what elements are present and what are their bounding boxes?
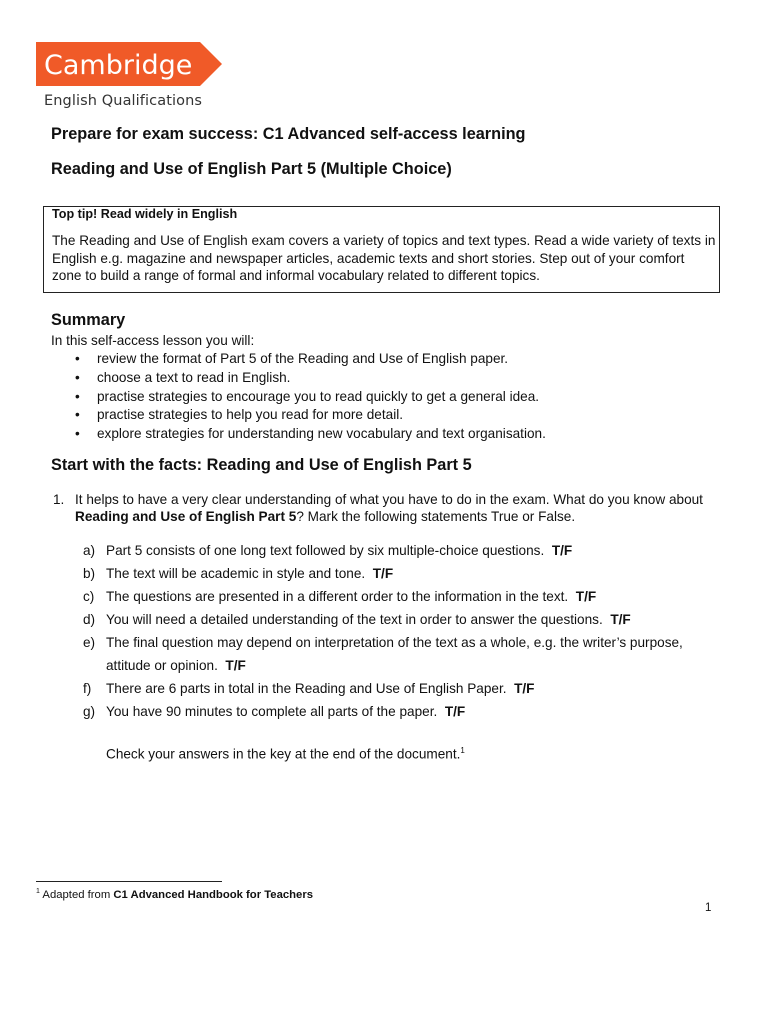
cambridge-logo (36, 42, 222, 109)
statement-item (83, 562, 723, 585)
part-title: Reading and Use of English Part 5 (Multiple Choice) (51, 160, 452, 178)
list-item: • practise strategies to help you read for more detail. (75, 406, 546, 425)
question-text-end: ? Mark the following statements True or False. (296, 508, 576, 524)
list-item: • explore strategies for understanding new vocabulary and text organisation. (75, 425, 546, 444)
statement-text: The questions are presented in a different order to the information in the text. (106, 589, 569, 604)
logo-brand-text: Cambridge (44, 50, 193, 81)
true-false-marker[interactable]: T/F (372, 566, 394, 581)
statement-item (83, 631, 723, 677)
statement-item (83, 608, 723, 631)
page-title: Prepare for exam success: C1 Advanced self-access learning (51, 125, 526, 143)
tip-heading: Top tip! Read widely in English (52, 207, 238, 221)
summary-list (75, 350, 546, 444)
list-item: • choose a text to read in English. (75, 369, 546, 388)
statement-text: The text will be academic in style and tone. (106, 566, 366, 581)
true-false-marker[interactable]: T/F (444, 704, 466, 719)
statement-label: e) (83, 635, 96, 650)
facts-heading: Start with the facts: Reading and Use of English Part 5 (51, 456, 472, 474)
list-item: • review the format of Part 5 of the Reading and Use of English paper. (75, 350, 546, 369)
statement-label: b) (83, 566, 96, 581)
tip-body: The Reading and Use of English exam covers a variety of topics and text types. Read a wide variety of texts in English e.g. magazine and newspaper articles, academic texts and short stories. Step out of your comfort zone to build a range of formal and informal vocabulary related to different topics. (52, 233, 716, 284)
true-false-marker[interactable]: T/F (610, 612, 631, 627)
question-text (75, 492, 715, 525)
footnote-divider (36, 881, 222, 882)
top-tip-box (43, 206, 720, 293)
footnote-source: C1 Advanced Handbook for Teachers (113, 888, 314, 901)
statement-text: You will need a detailed understanding of the text in order to answer the questions. (106, 612, 603, 627)
statement-text: The final question may depend on interpretation of the text as a whole, e.g. the writer’s purpose, attitude or opinion. (106, 635, 683, 673)
true-false-marker[interactable]: T/F (551, 543, 573, 558)
true-false-marker[interactable]: T/F (575, 589, 597, 604)
page-number: 1 (705, 902, 712, 914)
statement-label: a) (83, 543, 96, 558)
summary-heading: Summary (51, 311, 126, 329)
true-false-marker[interactable]: T/F (514, 681, 535, 696)
footnote (36, 888, 313, 901)
check-answers-text: Check your answers in the key at the end of the document. (106, 746, 461, 762)
statement-text: You have 90 minutes to complete all parts of the paper. (106, 704, 438, 719)
statement-label: d) (83, 612, 96, 627)
statement-label: f) (83, 681, 92, 696)
statement-item (83, 700, 723, 723)
statement-item (83, 539, 723, 562)
footnote-text: Adapted from (39, 888, 114, 901)
statement-list (83, 539, 723, 723)
statement-item (83, 677, 723, 700)
statement-text: There are 6 parts in total in the Reading and Use of English Paper. (106, 681, 507, 696)
check-answers-note (106, 746, 465, 762)
true-false-marker[interactable]: T/F (225, 658, 246, 673)
question-text-bold: Reading and Use of English Part 5 (75, 508, 297, 524)
footnote-marker: 1 (36, 888, 40, 895)
statement-label: g) (83, 704, 96, 719)
logo-banner (36, 42, 222, 86)
question-number: 1. (53, 492, 65, 507)
statement-text: Part 5 consists of one long text followed by six multiple-choice questions. (106, 543, 545, 558)
statement-item (83, 585, 723, 608)
question-text-start: It helps to have a very clear understanding of what you have to do in the exam. What do you know about (75, 492, 703, 507)
logo-subtitle: English Qualifications (44, 93, 203, 109)
list-item: • practise strategies to encourage you to read quickly to get a general idea. (75, 388, 546, 407)
summary-intro: In this self-access lesson you will: (51, 333, 255, 348)
footnote-ref[interactable]: 1 (460, 746, 465, 755)
statement-label: c) (83, 589, 95, 604)
